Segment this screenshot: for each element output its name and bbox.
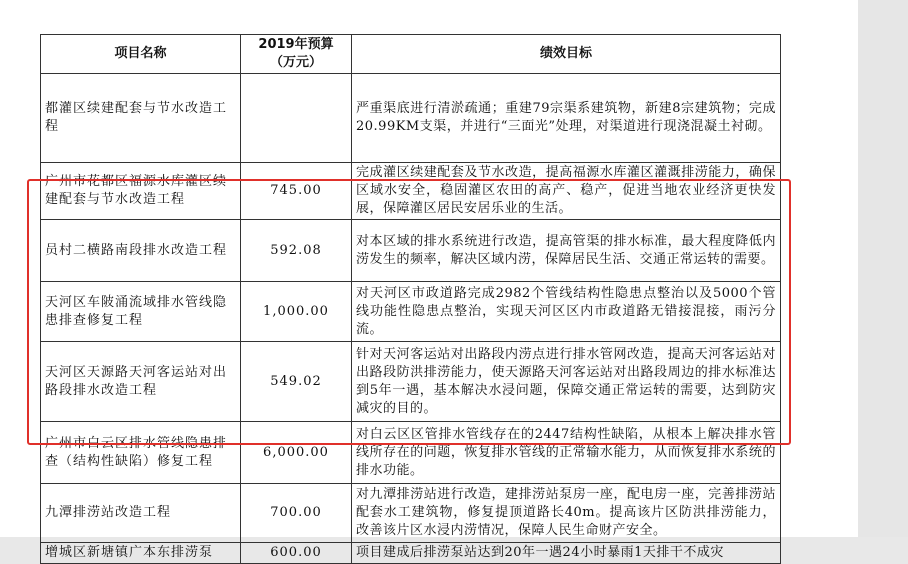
row-project-name <box>41 543 241 564</box>
row-budget: 6,000.00 <box>241 422 352 484</box>
table-row <box>41 74 781 163</box>
table-row <box>41 484 781 543</box>
row-project-name: 广州市白云区排水管线隐患排查（结构性缺陷）修复工程 <box>41 422 241 484</box>
table-row <box>41 282 781 342</box>
row-project-name: 都灌区续建配套与节水改造工程 <box>41 74 241 163</box>
header-goal: 绩效目标 <box>352 35 781 74</box>
header-budget-line1: 2019年预算 <box>258 37 334 52</box>
header-budget-line2: （万元） <box>269 55 322 70</box>
row-goal: 对天河区市政道路完成2982个管线结构性隐患点整治以及5000个管线功能性隐患点整治，实现天河区区内市政道路无错接混接，雨污分流。 <box>352 282 781 342</box>
row-project-name: 天河区天源路天河客运站对出路段排水改造工程 <box>41 342 241 422</box>
row-goal: 严重渠底进行清淤疏通；重建79宗渠系建筑物，新建8宗建筑物；完成20.99KM支渠，并进行“三面光”处理，对渠道进行现浇混凝土衬砌。 <box>352 74 781 163</box>
row-project-name: 广州市花都区福源水库灌区续建配套与节水改造工程 <box>41 163 241 220</box>
row-budget: 600.00 <box>241 543 352 564</box>
budget-table <box>40 34 781 564</box>
row-budget: 1,000.00 <box>241 282 352 342</box>
row-project-name-text: 增城区新塘镇广本东排涝泵 <box>45 545 214 560</box>
row-project-name: 员村二横路南段排水改造工程 <box>41 220 241 282</box>
table-row <box>41 342 781 422</box>
row-budget: 700.00 <box>241 484 352 543</box>
row-goal <box>352 163 781 220</box>
row-project-name: 九潭排涝站改造工程 <box>41 484 241 543</box>
row-goal-text: 完成灌区续建配套及节水改造，提高福源水库灌区灌溉排涝能力，确保区域水安全，稳固灌区农田的高产、稳产，促进当地农业经济更快发展，保障灌区居民安居乐业的生活。 <box>356 165 776 216</box>
row-project-name: 天河区车陂涌流域排水管线隐患排查修复工程 <box>41 282 241 342</box>
viewer-sidebar <box>858 0 908 537</box>
row-budget: 745.00 <box>241 163 352 220</box>
table-header-row <box>41 35 781 74</box>
row-goal: 对白云区区管排水管线存在的2447结构性缺陷，从根本上解决排水管线所存在的问题，恢复排水管线的正常输水能力，从而恢复排水系统的排水功能。 <box>352 422 781 484</box>
table-row <box>41 543 781 564</box>
header-budget <box>241 35 352 74</box>
table-row <box>41 220 781 282</box>
table-row <box>41 163 781 220</box>
row-budget: 549.02 <box>241 342 352 422</box>
row-goal-text: 项目建成后排涝泵站达到20年一遇24小时暴雨1天排干不成灾 <box>356 545 724 560</box>
row-goal: 对九潭排涝站进行改造，建排涝站泵房一座，配电房一座，完善排涝站配套水工建筑物，修复提顶道路长40m。提高该片区防洪排涝能力，改善该片区水浸内涝情况，保障人民生命财产安全。 <box>352 484 781 543</box>
row-budget: 592.08 <box>241 220 352 282</box>
row-goal: 针对天河客运站对出路段内涝点进行排水管网改造，提高天河客运站对出路段防洪排涝能力，使天源路天河客运站对出路段周边的排水标准达到5年一遇，基本解决水浸问题，保障交通正常运转的需要，达到防灾减灾的目的。 <box>352 342 781 422</box>
header-project-name: 项目名称 <box>41 35 241 74</box>
table-row <box>41 422 781 484</box>
row-budget <box>241 74 352 163</box>
row-goal: 对本区域的排水系统进行改造，提高管渠的排水标准，最大程度降低内涝发生的频率，解决区域内涝，保障居民生活、交通正常运转的需要。 <box>352 220 781 282</box>
row-goal <box>352 543 781 564</box>
